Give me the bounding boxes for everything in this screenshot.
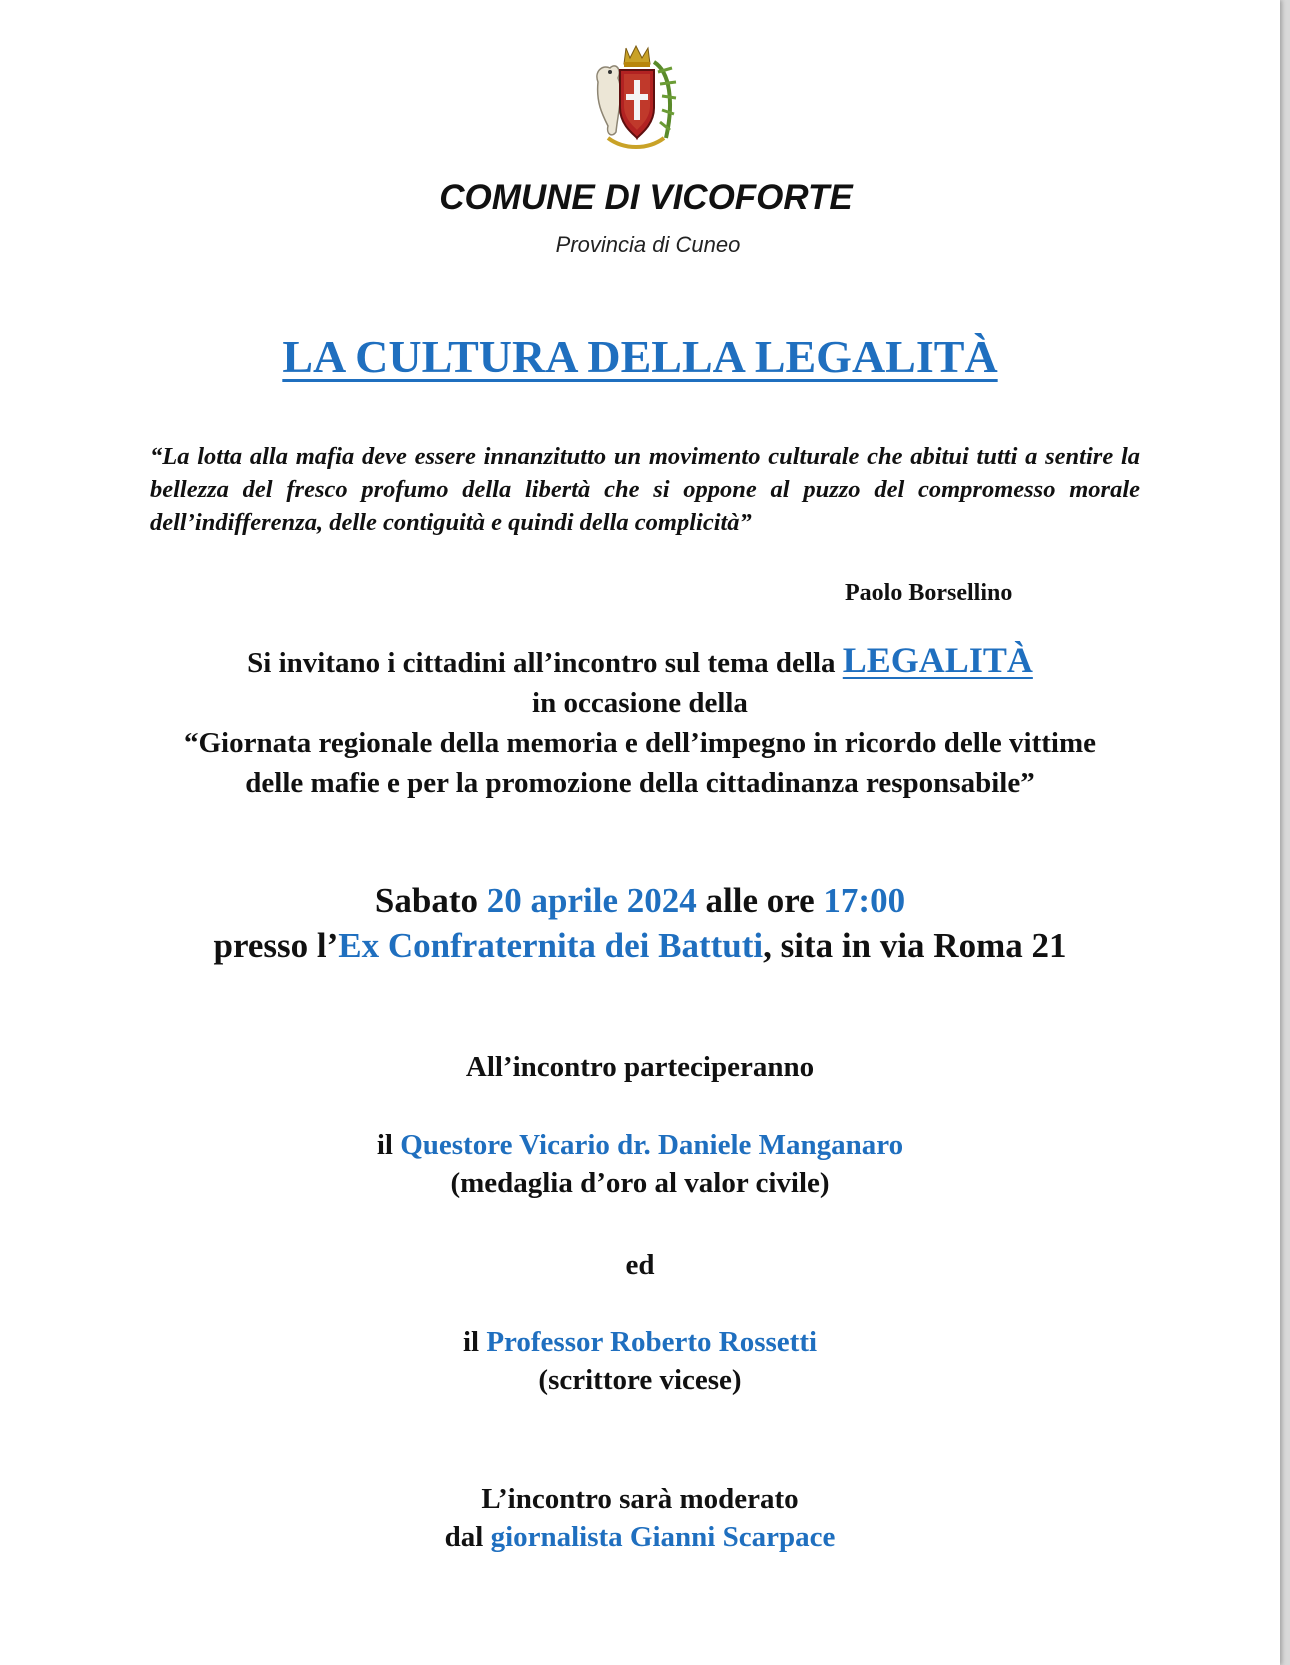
participant-2-line xyxy=(0,1323,1280,1361)
participant-2 xyxy=(0,1323,1280,1399)
page-title: LA CULTURA DELLA LEGALITÀ xyxy=(282,331,998,382)
participant-1 xyxy=(0,1126,1280,1202)
coat-of-arms-icon xyxy=(588,42,680,154)
event-day-prefix: Sabato xyxy=(374,881,487,920)
legalita-highlight: LEGALITÀ xyxy=(842,640,1033,680)
participant-2-note: (scrittore vicese) xyxy=(538,1364,742,1396)
event-place-suffix: , sita in via Roma 21 xyxy=(763,926,1067,965)
conjunction: ed xyxy=(625,1249,655,1281)
participant-1-prefix: il xyxy=(376,1129,401,1161)
participant-2-name: Professor Roberto Rossetti xyxy=(486,1326,818,1358)
moderator-name: giornalista Gianni Scarpace xyxy=(490,1521,836,1553)
event-place: Ex Confraternita dei Battuti xyxy=(338,926,764,965)
event-date-line xyxy=(0,878,1280,923)
invitation-block xyxy=(0,640,1280,803)
event-place-line xyxy=(0,923,1280,968)
participant-1-note: (medaglia d’oro al valor civile) xyxy=(450,1167,830,1199)
invitation-line-4: delle mafie e per la promozione della cittadinanza responsabile” xyxy=(245,767,1035,799)
event-details xyxy=(0,878,1280,968)
event-time-prefix: alle ore xyxy=(696,881,824,920)
moderator-block xyxy=(0,1480,1280,1556)
moderator-line-1: L’incontro sarà moderato xyxy=(481,1483,799,1515)
participant-1-name: Questore Vicario dr. Daniele Manganaro xyxy=(400,1129,904,1161)
province-label: Provincia di Cuneo xyxy=(555,232,741,257)
participant-2-prefix: il xyxy=(462,1326,487,1358)
moderator-line-2 xyxy=(0,1518,1280,1556)
invitation-line-1 xyxy=(0,640,1280,683)
participants-intro: All’incontro parteciperanno xyxy=(465,1051,815,1083)
moderator-prefix: dal xyxy=(444,1521,491,1553)
invitation-line-3: “Giornata regionale della memoria e dell’impegno in ricordo delle vittime xyxy=(184,727,1096,759)
invitation-prefix: Si invitano i cittadini all’incontro sul tema della xyxy=(247,647,843,679)
participant-1-line xyxy=(0,1126,1280,1164)
event-time: 17:00 xyxy=(823,881,906,920)
invitation-line-2: in occasione della xyxy=(532,687,748,719)
event-place-prefix: presso l’ xyxy=(213,926,339,965)
organization-name: COMUNE DI VICOFORTE xyxy=(439,178,853,217)
event-date: 20 aprile 2024 xyxy=(486,881,697,920)
quote-author: Paolo Borsellino xyxy=(845,580,1013,606)
quote-text: “La lotta alla mafia deve essere innanzitutto un movimento culturale che abitui tutti a sentire la bellezza del fresco profumo della libertà che si oppone al puzzo del compromesso morale dell’indifferenza, delle contiguità e quindi della complicità” xyxy=(150,443,1140,536)
